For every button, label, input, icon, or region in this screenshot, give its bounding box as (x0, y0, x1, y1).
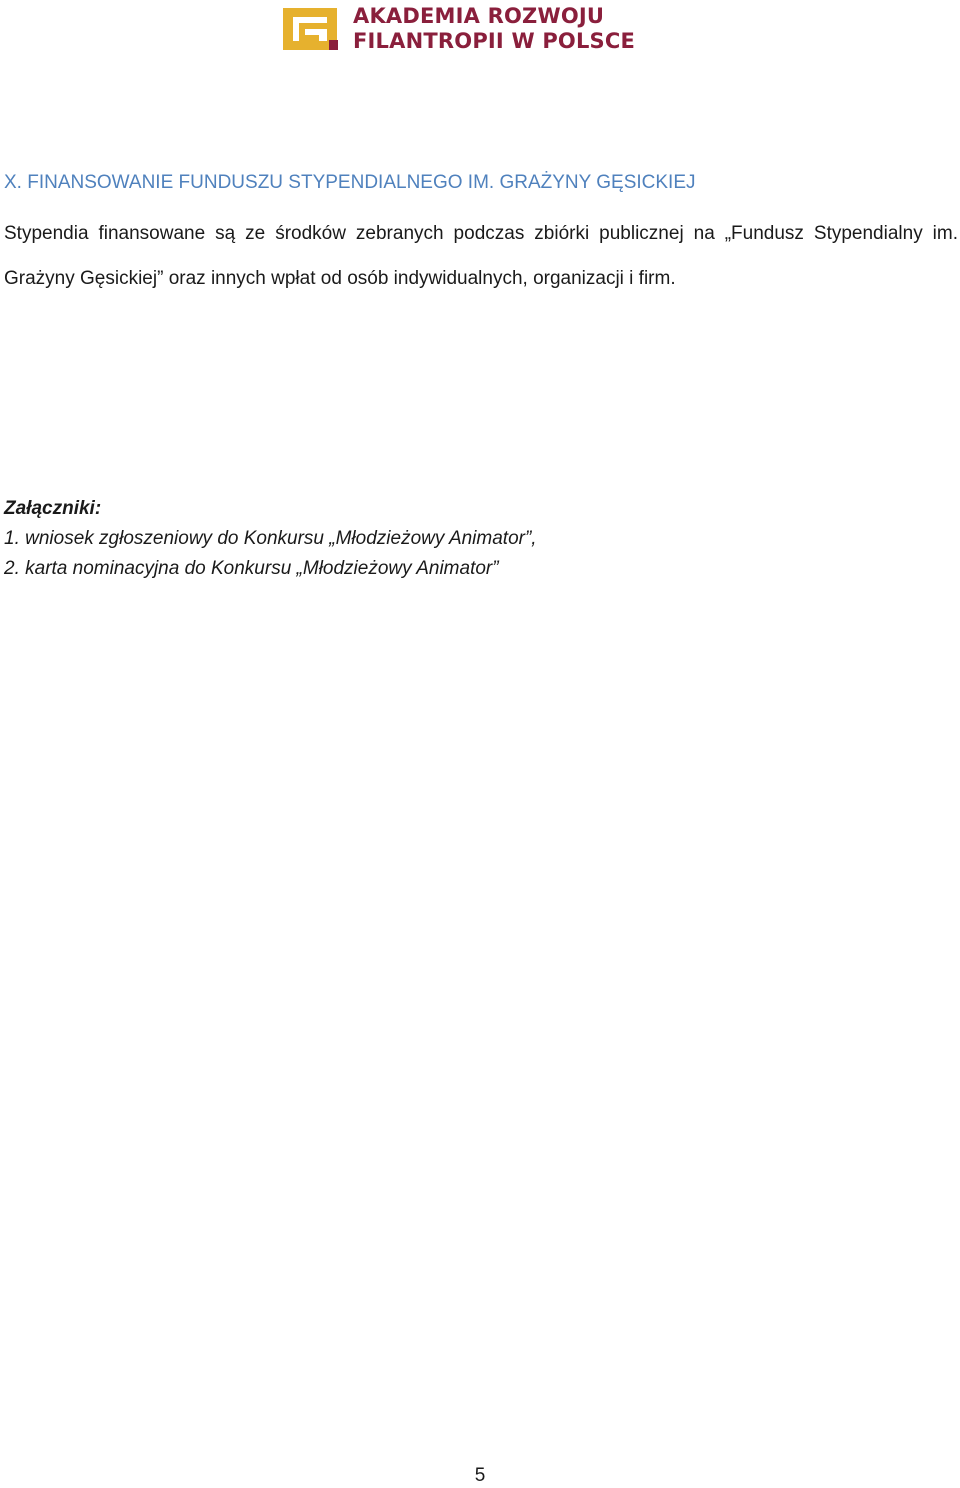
page-number: 5 (474, 1465, 486, 1486)
ar-monogram-icon (279, 4, 341, 54)
attachment-item: 1. wniosek zgłoszeniowy do Konkursu „Młodzieżowy Animator”, (4, 528, 537, 549)
attachment-item: 2. karta nominacyjna do Konkursu „Młodzieżowy Animator” (4, 558, 499, 579)
logo-line-2: FILANTROPII W POLSCE (353, 29, 636, 53)
attachments-section (4, 494, 944, 584)
attachments-list (4, 524, 944, 584)
header-logo (279, 4, 635, 54)
logo-text (353, 4, 635, 54)
attachments-title: Załączniki: (4, 498, 102, 519)
section-heading: X. FINANSOWANIE FUNDUSZU STYPENDIALNEGO IM. GRAŻYNY GĘSICKIEJ (4, 172, 696, 193)
logo-line-1: AKADEMIA ROZWOJU (353, 4, 605, 28)
section-paragraph: Stypendia finansowane są ze środków zebranych podczas zbiórki publicznej na „Fundusz Stypendialny im. Grażyny Gęsickiej” oraz innych wpłat od osób indywidualnych, organizacji i firm. (4, 223, 958, 289)
